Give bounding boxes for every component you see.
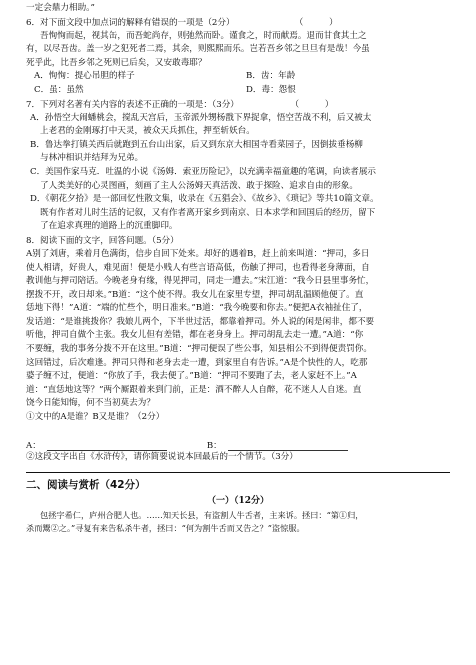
top-text-line: 一定会鼎力相助。” — [26, 3, 95, 13]
q8-passage-line: 不要缠，我的事务分拨不开在这里。”B道：“押司便误了些公事，知县相公不到得便责罚你。 — [26, 344, 372, 355]
q8-passage-line: 使人相请，好贵人，难见面！便是小贱人有些言语高低，伤触了押司，也看得老身薄面，自 — [26, 262, 370, 273]
q8-passage-line: 听他，押司自做个主张。我女儿但有差错，都在老身身上。押司胡乱去走一遭。”A道：“你 — [26, 330, 364, 341]
question-8-stem: 8．阅读下面的文字，回答问题。（5分） — [26, 235, 179, 246]
q8-passage-line: A别了刘唐，乘着月色满街，信步自回下处来。却好的遇着B，赶上前来叫道：“押司，多日 — [26, 248, 370, 259]
question-7-stem: 7．下列对名著有关内容的表述不正确的一项是：（3分） （ ） — [26, 99, 334, 110]
section-divider — [26, 472, 450, 473]
q8-passage-line: 婆子缠不过，便道：“你放了手，我去便了。”B道：“押司不要跑了去，老人家赶不上。”A — [26, 371, 357, 382]
q8-passage-line: 教训他与押司陪话。今晚老身有缘，得见押司，同走一遭去。”宋江道：“我今日县里事务忙， — [26, 276, 375, 287]
q8-passage-line: 这回错过，后次难逢。押司只得和老身去走一遭，到家里自有告诉。”A是个快性的人，吃那 — [26, 357, 368, 368]
answer-b-label: B： — [206, 440, 222, 451]
q7-option-line: C．美国作家马克．吐温的小说《汤姆．索亚历险记》，以充满幸福童趣的笔调，向读者展示 — [30, 166, 377, 177]
q6-passage-line: 吾恂恂而起，视其缶，而吾蛇尚存，则弛然而卧。谨食之，时而献焉。退而甘食其土之 — [40, 30, 367, 41]
q7-option-line: 既有作者对儿时生活的记叙，又有作者离开家乡到南京、日本求学和回国后的经历，留下 — [40, 207, 376, 218]
q7-option-line: B．鲁达拳打镇关西后就跑到五台山出家，后又到东京大相国寺看菜园子，因倒拔垂杨柳 — [30, 139, 363, 150]
q6-option-a: A．恂恂：提心吊胆的样子 — [34, 71, 135, 82]
q7-option-line: D．《朝花夕拾》是一部回忆性散文集，收录在《五猖会》、《故乡》、《琐记》等共10篇文章。 — [30, 194, 379, 205]
classical-text-line: 杀而鬻②之。”寻复有来告私杀牛者，拯曰：“何为割牛舌而又告之？”盗惊服。 — [26, 523, 305, 534]
question-6-stem: 6．对下面文段中加点词的解释有错误的一项是（2分） （ ） — [26, 17, 338, 28]
q8-passage-line: 摆拨不开，改日却来。”B道：“这个使不得。我女儿在家里专望，押司胡乱温顾他便了。直 — [26, 289, 364, 300]
answer-a-label: A： — [26, 440, 41, 451]
q7-option-line: 了在追求真理的道路上的沉重脚印。 — [40, 221, 178, 232]
q8-passage-line: 发话道：“是谁挑拨你？我娘儿两个，下半世过活，都靠着押司。外人说的闲是闲非，都不要 — [26, 316, 375, 327]
q6-passage-line: 有，以尽吾齿。盖一岁之犯死者二焉，其余，则熙熙而乐。岂若吾乡邻之旦旦有是哉！今虽 — [26, 44, 370, 55]
q8-passage-line: 恁地下得！”A道：“端的忙些个，明日准来。”B道：“我今晚要和你去。”便把A衣袖扯住了， — [26, 303, 368, 314]
q7-option-line: 与林冲相识并结拜为兄弟。 — [40, 153, 144, 164]
section-2-title: 二、阅读与赏析（42分） — [26, 479, 146, 492]
q6-passage-line: 死乎此，比吾乡邻之死则已后矣，又安敢毒耶？ — [26, 57, 207, 68]
q8-answer-row — [26, 425, 450, 451]
q8-passage-line: 饶今日能知悔，何不当初莫去为？ — [26, 398, 155, 409]
q6-options-row — [26, 70, 450, 84]
subsection-title: （一）（12分） — [206, 496, 270, 507]
q7-option-line: A．孙悟空大闹蟠桃会，搅乱天宫后，玉帝派外甥杨戬下界捉拿，悟空苦战不利，后又被太 — [30, 112, 372, 123]
q7-option-line: 上老君的金刚琢打中天灵，被众天兵抓住，押至斩妖台。 — [40, 126, 255, 137]
classical-text-line: 包拯字希仁，庐州合肥人也。……知天长县，有盗割人牛舌者，主来诉。拯曰：“第①归， — [40, 510, 364, 521]
q6-option-d: D．毒：怨恨 — [246, 84, 296, 95]
q8-subquestion-1: ①文中的A是谁？B又是谁？（2分） — [26, 412, 165, 423]
q7-option-line: 了人类美好的心灵图画，刻画了主人公汤姆天真活泼、敢于探险、追求自由的形象。 — [40, 180, 358, 191]
q8-passage-line: 道：“直恁地这等？”两个厮跟着来到门前，正是：酒不醉人人自醉，花不迷人人自迷。直 — [26, 384, 362, 395]
q6-option-c: C．虽：虽然 — [34, 84, 84, 95]
q6-options-row — [26, 84, 450, 98]
q8-subquestion-2: ②这段文字出自《水浒传》，请你简要说说本回最后的一个情节。（3分） — [26, 451, 298, 462]
q6-option-b: B．齿：年龄 — [246, 71, 296, 82]
